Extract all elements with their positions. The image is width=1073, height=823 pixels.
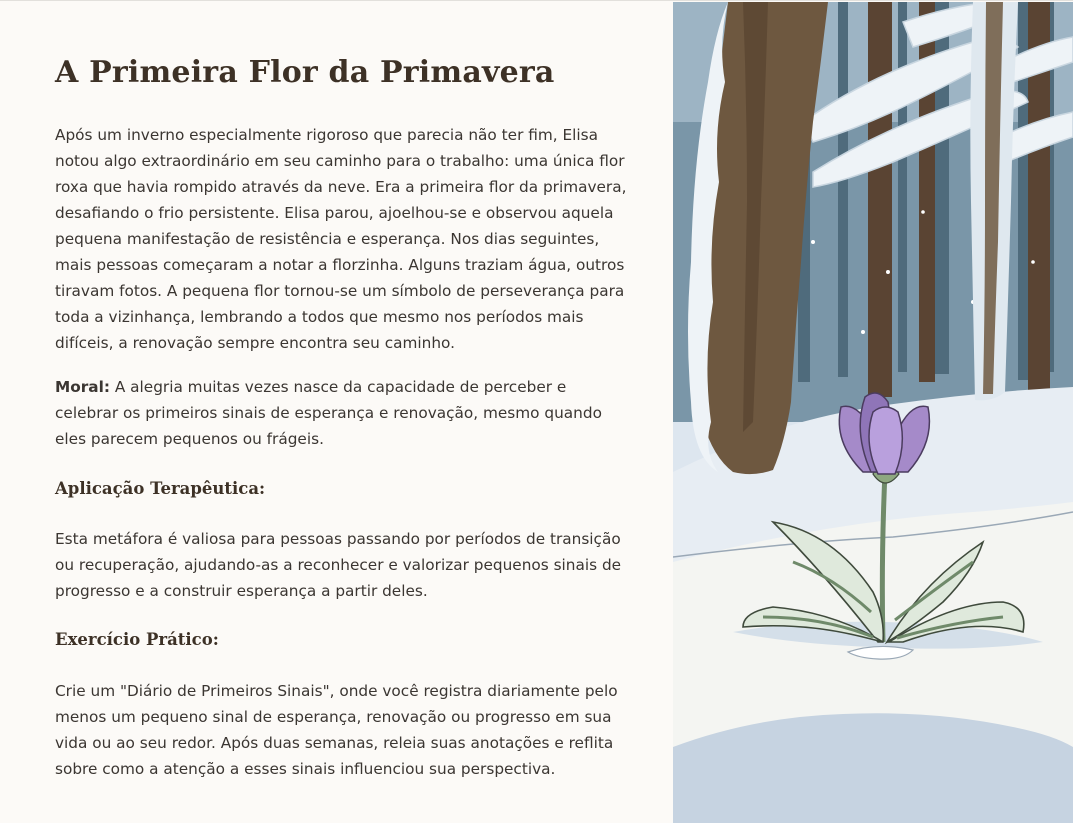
story-paragraph: Após um inverno especialmente rigoroso que parecia não ter fim, Elisa notou algo extraordinário em seu caminho para o trabalho: uma única flor roxa que havia rompido através da neve. Era a primeira flor da primavera, desafiando o frio persistente. Elisa parou, ajoelhou-se e observou aquela pequena manifestação de resistência e esperança. Nos dias seguintes, mais pessoas começaram a notar a florzinha. Alguns traziam água, outros tiravam fotos. A pequena flor tornou-se um símbolo de perseverança para toda a vizinhança, lembrando a todos que mesmo nos períodos mais difíceis, a renovação sempre encontra seu caminho. [55,126,627,352]
exercise-heading: Exercício Prático: [55,630,219,649]
application-paragraph: Esta metáfora é valiosa para pessoas passando por períodos de transição ou recuperação, ajudando-as a reconhecer e valorizar pequenos sinais de progresso e a construir esperança a partir deles. [55,530,622,600]
page-title: A Primeira Flor da Primavera [55,55,555,90]
winter-flower-illustration [673,2,1073,823]
moral-paragraph [55,374,627,452]
moral-text: A alegria muitas vezes nasce da capacidade de perceber e celebrar os primeiros sinais de esperança e renovação, mesmo quando eles parecem pequenos ou frágeis. [55,378,602,448]
moral-label: Moral: [55,378,110,396]
exercise-paragraph: Crie um "Diário de Primeiros Sinais", onde você registra diariamente pelo menos um pequeno sinal de esperança, renovação ou progresso em sua vida ou ao seu redor. Após duas semanas, releia suas anotações e reflita sobre como a atenção a esses sinais influenciou sua perspectiva. [55,682,618,778]
application-heading: Aplicação Terapêutica: [55,479,266,498]
